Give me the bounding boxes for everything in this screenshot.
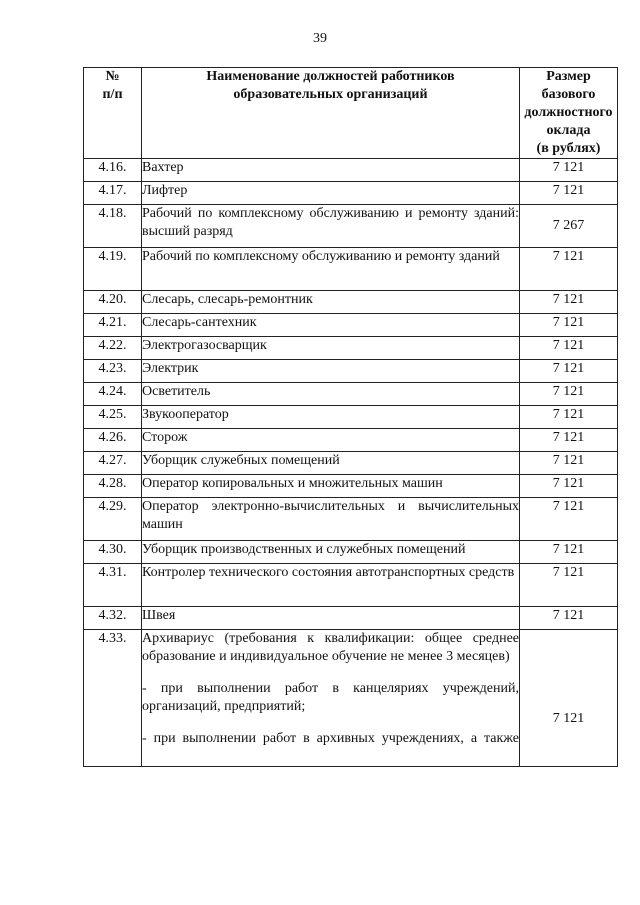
table-row-last (84, 630, 618, 767)
table-row (84, 248, 618, 291)
row-name: Рабочий по комплексному обслуживанию и ремонту зданий (142, 248, 520, 291)
row-num: 4.16. (84, 159, 142, 182)
row-value: 7 121 (520, 429, 618, 452)
paragraph-gap (142, 666, 519, 680)
header-num (84, 68, 142, 159)
row-num: 4.31. (84, 564, 142, 607)
row-name: Осветитель (142, 383, 520, 406)
row-num: 4.28. (84, 475, 142, 498)
page-number: 39 (313, 31, 327, 46)
row-name: Слесарь, слесарь-ремонтник (142, 291, 520, 314)
table-row (84, 205, 618, 248)
row-name: Лифтер (142, 182, 520, 205)
archivist-intro: Архивариус (требования к квалификации: общее среднее образование и индивидуальное обучение не менее 3 месяцев) (142, 631, 519, 664)
table-row (84, 406, 618, 429)
row-value: 7 121 (520, 337, 618, 360)
row-name: Электрогазосварщик (142, 337, 520, 360)
row-num: 4.32. (84, 607, 142, 630)
table-row (84, 541, 618, 564)
header-size-text: Размер базового должностного оклада (в рублях) (524, 69, 613, 156)
row-name: Уборщик служебных помещений (142, 452, 520, 475)
row-num: 4.20. (84, 291, 142, 314)
row-num: 4.27. (84, 452, 142, 475)
header-name (142, 68, 520, 159)
table-row (84, 291, 618, 314)
row-name: Уборщик производственных и служебных помещений (142, 541, 520, 564)
row-value: 7 121 (520, 182, 618, 205)
row-name: Рабочий по комплексному обслуживанию и ремонту зданий: высший разряд (142, 205, 520, 248)
archivist-item-2: - при выполнении работ в архивных учреждениях, а также (142, 731, 519, 746)
row-value: 7 121 (520, 291, 618, 314)
header-num-text: № п/п (102, 69, 123, 102)
table-row (84, 607, 618, 630)
row-name: Оператор электронно-вычислительных и вычислительных машин (142, 498, 520, 541)
row-value: 7 121 (520, 541, 618, 564)
row-value: 7 267 (520, 205, 618, 248)
row-num: 4.26. (84, 429, 142, 452)
table-row (84, 337, 618, 360)
row-name: Сторож (142, 429, 520, 452)
row-num: 4.19. (84, 248, 142, 291)
header-size (520, 68, 618, 159)
row-name: Контролер технического состояния автотранспортных средств (142, 564, 520, 607)
row-value: 7 121 (520, 314, 618, 337)
row-value: 7 121 (520, 630, 618, 767)
table-row (84, 360, 618, 383)
row-value: 7 121 (520, 498, 618, 541)
table-row (84, 429, 618, 452)
row-value: 7 121 (520, 452, 618, 475)
row-num: 4.23. (84, 360, 142, 383)
table-row (84, 159, 618, 182)
row-value: 7 121 (520, 248, 618, 291)
row-num: 4.17. (84, 182, 142, 205)
table-header-row (84, 68, 618, 159)
row-num: 4.29. (84, 498, 142, 541)
row-value: 7 121 (520, 159, 618, 182)
paragraph-gap (142, 716, 519, 730)
table-row (84, 314, 618, 337)
row-num: 4.33. (84, 630, 142, 767)
table-row (84, 452, 618, 475)
row-value: 7 121 (520, 383, 618, 406)
table-row (84, 182, 618, 205)
row-value: 7 121 (520, 607, 618, 630)
row-value: 7 121 (520, 564, 618, 607)
row-num: 4.22. (84, 337, 142, 360)
salary-table (83, 67, 618, 767)
row-num: 4.30. (84, 541, 142, 564)
row-name: Швея (142, 607, 520, 630)
table-row (84, 498, 618, 541)
row-value: 7 121 (520, 406, 618, 429)
row-num: 4.24. (84, 383, 142, 406)
row-num: 4.21. (84, 314, 142, 337)
archivist-item-1: - при выполнении работ в канцеляриях учреждений, организаций, предприятий; (142, 681, 519, 714)
table-row (84, 475, 618, 498)
table-row (84, 383, 618, 406)
row-name: Вахтер (142, 159, 520, 182)
header-name-text: Наименование должностей работников образовательных организаций (206, 69, 455, 102)
row-name: Слесарь-сантехник (142, 314, 520, 337)
row-name: Электрик (142, 360, 520, 383)
row-name-archivist (142, 630, 520, 767)
row-value: 7 121 (520, 475, 618, 498)
row-num: 4.25. (84, 406, 142, 429)
row-name: Звукооператор (142, 406, 520, 429)
row-name: Оператор копировальных и множительных машин (142, 475, 520, 498)
row-num: 4.18. (84, 205, 142, 248)
row-value: 7 121 (520, 360, 618, 383)
table-row (84, 564, 618, 607)
